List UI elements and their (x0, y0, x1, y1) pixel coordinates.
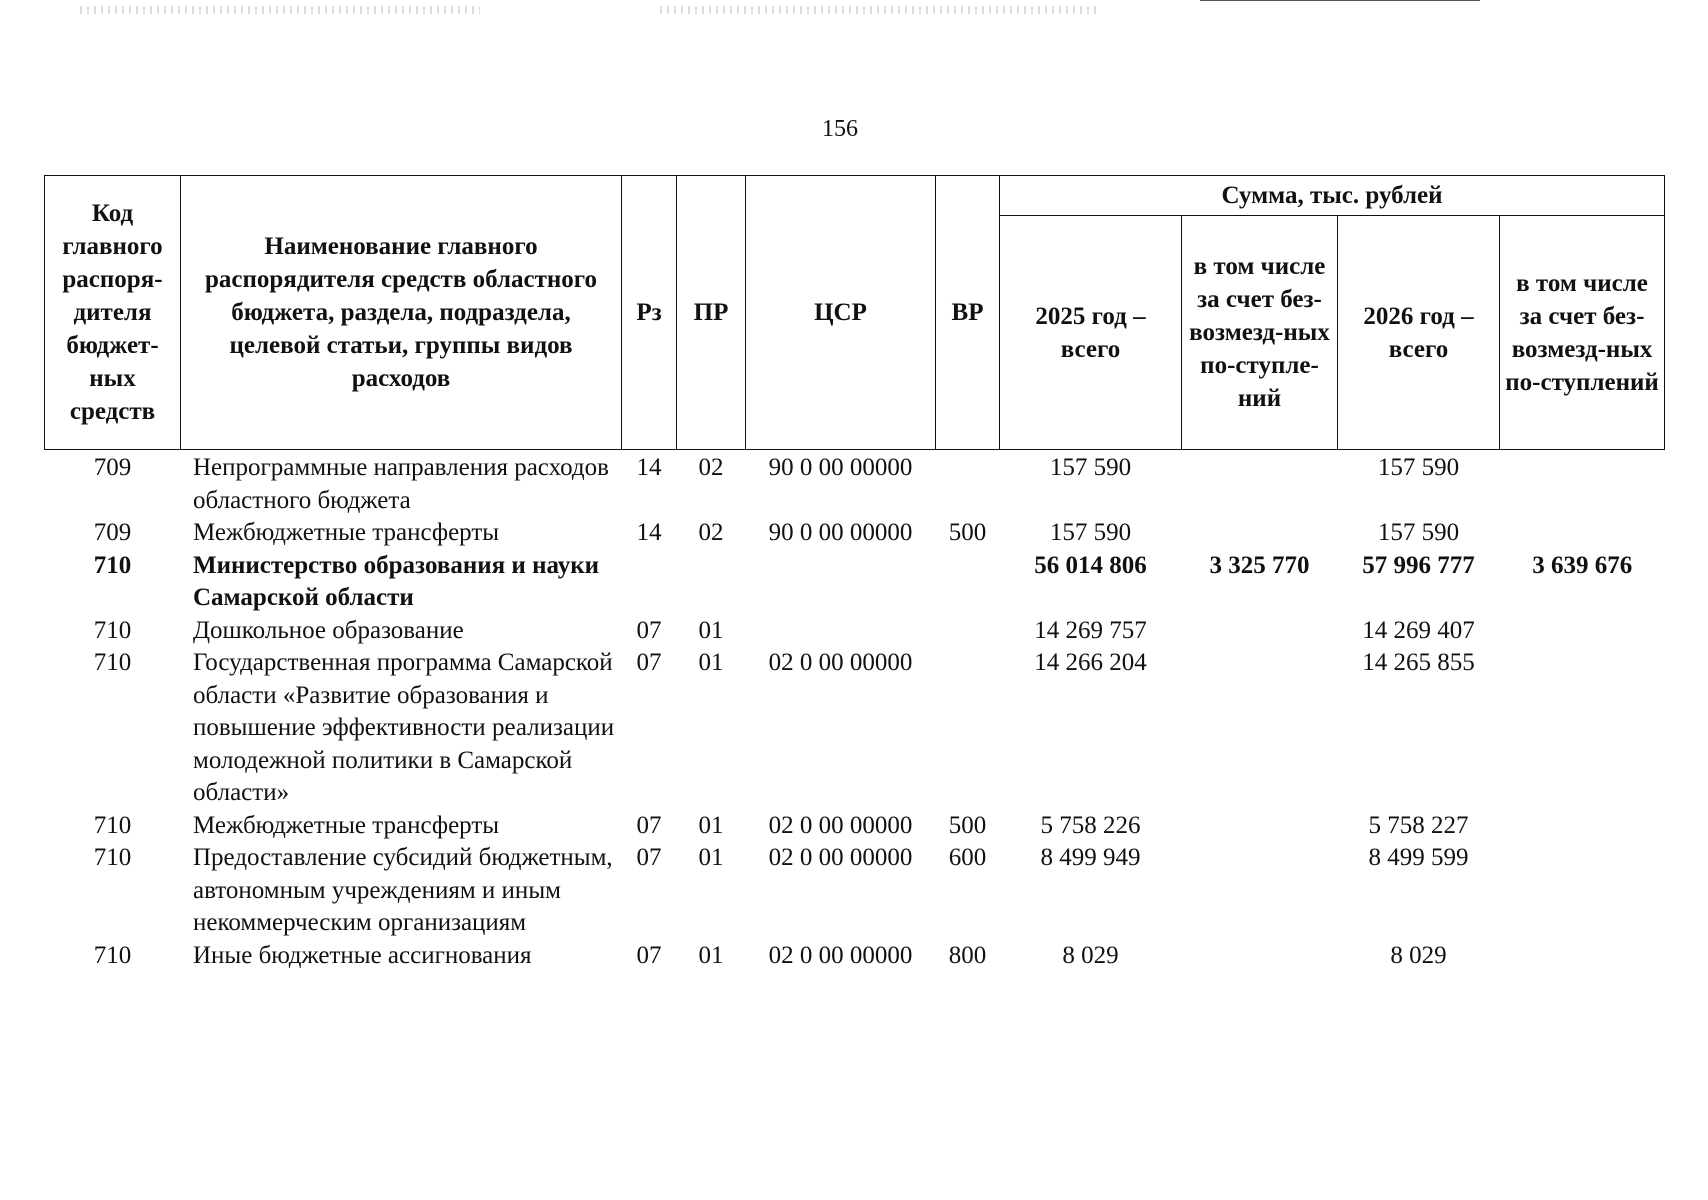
header-pr: ПР (677, 176, 746, 450)
cell-vr: 600 (948, 844, 987, 871)
cell-2026-total: 57 996 777 (1362, 551, 1475, 579)
table-row (45, 450, 1665, 518)
table-header (45, 176, 1665, 450)
cell-2025-free (1182, 940, 1338, 973)
cell-rz: 07 (636, 844, 662, 871)
table-row (45, 615, 1665, 648)
cell-name: Предоставление субсидий бюджетным, автономным учреждениям и иным некоммерческим организациям (193, 844, 613, 936)
cell-csr: 90 0 00 00000 (768, 519, 913, 546)
header-csr: ЦСР (746, 176, 936, 450)
cell-pr: 01 (698, 941, 724, 969)
cell-pr (677, 550, 746, 615)
cell-2026-total: 14 265 855 (1362, 649, 1475, 676)
cell-vr (936, 450, 1000, 518)
cell-vr (936, 647, 1000, 810)
cell-code: 710 (93, 649, 132, 676)
cell-2026-free (1500, 810, 1665, 843)
cell-2026-total: 157 590 (1377, 519, 1460, 546)
cell-vr: 800 (948, 941, 987, 969)
cell-vr (936, 615, 1000, 648)
cell-2026-total: 157 590 (1377, 454, 1460, 481)
cell-code: 710 (93, 551, 132, 579)
cell-pr: 01 (698, 616, 724, 644)
cell-name: Межбюджетные трансферты (193, 519, 500, 546)
cell-2026-free (1500, 647, 1665, 810)
cell-csr: 02 0 00 00000 (768, 811, 913, 839)
cell-csr: 02 0 00 00000 (768, 649, 913, 676)
cell-2026-free (1500, 450, 1665, 518)
cell-csr (746, 615, 936, 648)
cell-vr (936, 550, 1000, 615)
cell-csr: 90 0 00 00000 (768, 454, 913, 481)
cell-pr: 01 (698, 844, 724, 871)
table-row (45, 550, 1665, 615)
cell-2026-free (1500, 842, 1665, 940)
table-row (45, 842, 1665, 940)
cell-code: 710 (93, 844, 132, 871)
cell-2025-free (1182, 615, 1338, 648)
cell-pr: 02 (698, 519, 724, 546)
cell-code: 710 (93, 811, 132, 839)
cell-2025-free (1182, 517, 1338, 550)
cell-pr: 02 (698, 454, 724, 481)
cell-csr: 02 0 00 00000 (768, 941, 913, 969)
header-sum: Сумма, тыс. рублей (1000, 176, 1665, 216)
cell-code: 709 (93, 519, 132, 546)
cell-2025-free (1182, 842, 1338, 940)
cell-2025-total: 157 590 (1049, 519, 1132, 546)
cell-csr (746, 550, 936, 615)
cell-2025-total: 56 014 806 (1034, 551, 1147, 579)
cell-vr: 500 (948, 519, 987, 546)
table-row (45, 647, 1665, 810)
cell-2025-total: 8 029 (1062, 941, 1119, 969)
cell-rz: 14 (636, 519, 662, 546)
budget-table (44, 175, 1665, 972)
table-row (45, 517, 1665, 550)
cell-2025-free: 3 325 770 (1209, 551, 1310, 579)
cell-2026-total: 8 499 599 (1368, 844, 1469, 871)
cell-2025-total: 14 266 204 (1034, 649, 1147, 676)
cell-pr: 01 (698, 811, 724, 839)
scan-artifact (80, 6, 480, 14)
cell-2026-free (1500, 517, 1665, 550)
header-vr: ВР (936, 176, 1000, 450)
table-row (45, 810, 1665, 843)
cell-2025-free (1182, 810, 1338, 843)
cell-pr: 01 (698, 649, 724, 676)
cell-2026-free (1500, 940, 1665, 973)
cell-rz: 07 (636, 649, 662, 676)
cell-2025-total: 8 499 949 (1040, 844, 1141, 871)
cell-name: Иные бюджетные ассигнования (193, 941, 532, 969)
header-2025-free: в том числе за счет без-возмезд-ных по-ступле-ний (1182, 216, 1338, 450)
cell-2025-total: 157 590 (1049, 454, 1132, 481)
page-number: 156 (822, 116, 858, 142)
cell-2026-total: 14 269 407 (1362, 616, 1475, 644)
cell-2025-free (1182, 450, 1338, 518)
header-2026-free: в том числе за счет без-возмезд-ных по-ступлений (1500, 216, 1665, 450)
cell-rz: 07 (636, 941, 662, 969)
cell-name: Государственная программа Самарской области «Развитие образования и повышение эффективности реализации молодежной политики в Самарской области» (193, 649, 615, 806)
cell-2025-total: 5 758 226 (1040, 811, 1141, 839)
cell-2026-free: 3 639 676 (1532, 551, 1633, 579)
cell-name: Непрограммные направления расходов областного бюджета (193, 454, 609, 514)
header-2025-total: 2025 год – всего (1000, 216, 1182, 450)
cell-code: 710 (93, 941, 132, 969)
table-body (45, 450, 1665, 973)
cell-vr: 500 (948, 811, 987, 839)
cell-2026-total: 8 029 (1390, 941, 1447, 969)
header-2026-total: 2026 год – всего (1338, 216, 1500, 450)
cell-rz (622, 550, 677, 615)
cell-rz: 14 (636, 454, 662, 481)
top-rule (1200, 0, 1480, 1)
header-name: Наименование главного распорядителя средств областного бюджета, раздела, подраздела, целевой статьи, группы видов расходов (181, 176, 622, 450)
cell-2026-free (1500, 615, 1665, 648)
cell-2026-total: 5 758 227 (1368, 811, 1469, 839)
cell-name: Межбюджетные трансферты (193, 811, 500, 839)
cell-csr: 02 0 00 00000 (768, 844, 913, 871)
cell-2025-total: 14 269 757 (1034, 616, 1147, 644)
cell-code: 710 (93, 616, 132, 644)
cell-name: Министерство образования и науки Самарской области (193, 551, 600, 611)
cell-rz: 07 (636, 616, 662, 644)
scan-artifact (660, 6, 1100, 14)
cell-code: 709 (93, 454, 132, 481)
header-rz: Рз (622, 176, 677, 450)
cell-name: Дошкольное образование (193, 616, 464, 644)
table-row (45, 940, 1665, 973)
cell-rz: 07 (636, 811, 662, 839)
header-code: Код главного распоря-дителя бюджет-ных средств (45, 176, 181, 450)
cell-2025-free (1182, 647, 1338, 810)
